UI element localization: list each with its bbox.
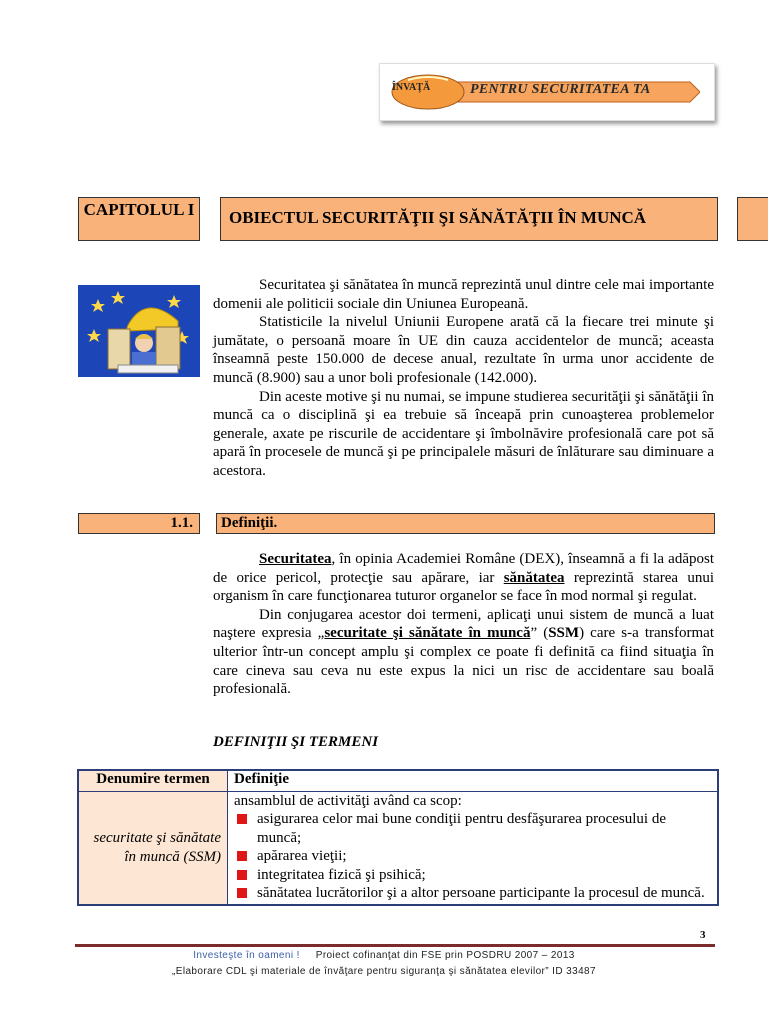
intro-paragraph: Din aceste motive şi nu numai, se impune studierea securităţii şi sănătăţii în muncă ca o disciplină şi ea trebuie să înceapă prin cunoaşterea problemelor generale, axate pe riscurile de accidentare şi îmbolnăvire profesională care pot să apară în procesele de muncă şi pe principalele măsuri de înlăturare sau diminuare a acestora. [213,388,714,479]
footer-slogan: Investeşte în oameni ! [193,950,300,961]
term-cell: securitate şi sănătate în muncă (SSM) [78,792,228,906]
definitions-text [213,550,714,699]
list-item: apărarea vieţii; [234,847,711,865]
footer-line-2: „Elaborare CDL şi materiale de învăţare pentru siguranţa şi sănătatea elevilor” ID 33487 [172,966,596,977]
bullet-square-icon [237,870,247,880]
list-item: integritatea fizică şi psihică; [234,866,711,884]
chapter-side-tab [737,197,768,241]
term-sanatatea: sănătatea [503,569,565,586]
definition-paragraph: Securitatea, în opinia Academiei Române (DEX), înseamnă a fi la adăpost de orice pericol, protecţie sau apărare, iar sănătatea reprezintă starea unui organism în care funcţionarea tuturor organelor se face în mod normal şi regulat. [213,551,714,605]
list-item: asigurarea celor mai bune condiţii pentru desfăşurarea procesului de muncă; [234,810,711,847]
intro-text [213,276,714,481]
intro-paragraph: Securitatea şi sănătatea în muncă reprezintă unul dintre cele mai importante domenii ale politicii sociale din Uniunea Europeană. [213,277,714,312]
page-number: 3 [700,929,706,941]
footer-line-1 [0,950,768,961]
column-header-definition: Definiţie [228,770,719,792]
list-item: sănătatea lucrătorilor şi a altor persoane participante la procesul de muncă. [234,884,711,902]
banner-badge-label: ÎNVAŢĂ [392,82,431,93]
eu-safety-illustration [78,285,200,377]
chapter-title: OBIECTUL SECURITĂŢII ŞI SĂNĂTĂŢII ÎN MUNCĂ [220,197,718,241]
bullet-square-icon [237,888,247,898]
column-header-term: Denumire termen [78,770,228,792]
table-row [78,792,718,906]
footer-divider [75,944,715,947]
definition-cell [228,792,719,906]
terms-heading: DEFINIŢII ŞI TERMENI [213,734,379,750]
abbr-ssm: SSM [548,625,580,642]
table-header-row [78,770,718,792]
banner-title: PENTRU SECURITATEA TA [470,82,651,97]
header-banner [379,63,715,121]
section-title: Definiţii. [216,513,715,534]
section-number: 1.1. [78,513,200,534]
bullet-square-icon [237,814,247,824]
terms-table [77,769,719,906]
term-securitatea: Securitatea [259,551,332,567]
chapter-label: CAPITOLUL I [78,197,200,241]
definition-intro: ansamblul de activităţi având ca scop: [234,793,462,809]
definition-paragraph: Din conjugarea acestor doi termeni, aplicaţi unui sistem de muncă a luat naştere expresia „securitate şi sănătate în muncă” (SSM) care s-a transformat ulterior într-un concept amplu şi complex ce poate fi definită ca fiind situaţia în care cineva sau ceva nu este expus la nici un risc de accidentare sau boală profesională. [213,606,714,698]
bullet-square-icon [237,851,247,861]
footer-project: Proiect cofinanţat din FSE prin POSDRU 2007 – 2013 [315,950,575,961]
intro-paragraph: Statisticile la nivelul Uniunii Europene arată că la fiecare trei minute şi jumătate, o persoană moare în UE din cauza accidentelor de muncă; aceasta înseamnă peste 150.000 de decese anual, rezultate în urma unor accidente de muncă (8.900) sau a unor boli profesionale (142.000). [213,314,714,386]
term-ssm: securitate şi sănătate în muncă [324,625,531,642]
